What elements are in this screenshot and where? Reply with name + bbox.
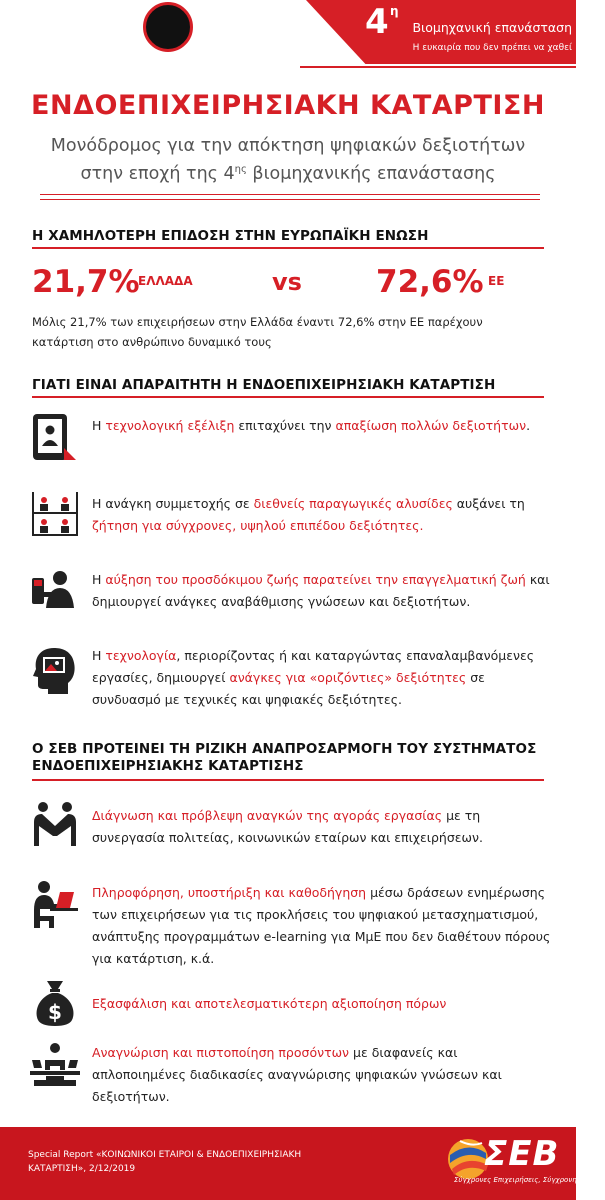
- decorative-circle: [143, 2, 193, 52]
- proposal-item-1: [92, 805, 552, 849]
- subtitle-line-1: Μονόδρομος για την απόκτηση ψηφιακών δεξιοτήτων: [50, 136, 526, 156]
- highlight-text: απαξίωση πολλών δεξιοτήτων: [335, 418, 527, 433]
- body-text: αυξάνει τη: [452, 496, 525, 511]
- brand-title: Βιομηχανική επανάσταση: [412, 20, 572, 35]
- section-rule: [32, 396, 544, 398]
- section-heading-performance: Η ΧΑΜΗΛΟΤΕΡΗ ΕΠΙΔΟΣΗ ΣΤΗΝ ΕΥΡΩΠΑΪΚΗ ΕΝΩΣΗ: [32, 228, 429, 244]
- footer-report: Special Report «ΚΟΙΝΩΝΙΚΟΙ ΕΤΑΙΡΟΙ & ΕΝΔΟΕΠΙΧΕΙΡΗΣΙΑΚΗ ΚΑΤΑΡΤΙΣΗ», 2/12/2019: [28, 1150, 302, 1174]
- eu-label: ΕΕ: [488, 274, 505, 288]
- seb-tagline: Σύγχρονες Επιχειρήσεις, Σύγχρονη Ελλάδα: [454, 1176, 605, 1184]
- section-heading-line-1: Ο ΣΕΒ ΠΡΟΤΕΙΝΕΙ ΤΗ ΡΙΖΙΚΗ ΑΝΑΠΡΟΣΑΡΜΟΓΗ ΤΟΥ ΣΥΣΤΗΜΑΤΟΣ: [32, 741, 537, 757]
- proposal-item-4: [92, 1042, 552, 1108]
- laptop-user-icon: [30, 880, 80, 930]
- highlight-text: Πληροφόρηση, υποστήριξη και καθοδήγηση: [92, 885, 367, 900]
- highlight-text: τεχνολογία: [105, 648, 177, 663]
- divider: [40, 194, 540, 195]
- highlight-text: τεχνολογική εξέλιξη: [105, 418, 235, 433]
- seb-logo-text: ΣΕΒ: [484, 1134, 560, 1174]
- subtitle-line-2-end: βιομηχανικής επανάστασης: [246, 163, 496, 184]
- eu-value: 72,6%: [376, 264, 484, 300]
- highlight-text: Διάγνωση και πρόβλεψη αναγκών της αγοράς εργασίας: [92, 808, 443, 823]
- body-text: .: [526, 418, 531, 433]
- tablet-user-icon: [30, 412, 80, 462]
- page-subtitle: [0, 134, 576, 186]
- reason-item-1: [92, 415, 552, 437]
- highlight-text: Αναγνώριση και πιστοποίηση προσόντων: [92, 1045, 350, 1060]
- page-title: ΕΝΔΟΕΠΙΧΕΙΡΗΣΙΑΚΗ ΚΑΤΑΡΤΙΣΗ: [31, 90, 545, 121]
- brand-ribbon-underline: [300, 66, 576, 68]
- proposal-item-2: [92, 882, 552, 970]
- highlight-text: Εξασφάλιση και αποτελεσματικότερη αξιοποίηση πόρων: [92, 996, 447, 1011]
- body-text: με τη συνεργασία πολιτείας, κοινωνικών εταίρων και επιχειρήσεων.: [92, 808, 483, 845]
- global-workstations-icon: [30, 490, 80, 540]
- body-text: με διαφανείς και απλοποιημένες διαδικασίες αναγνώρισης ψηφιακών γνώσεων και δεξιοτήτων.: [92, 1045, 502, 1104]
- reason-item-2: [92, 493, 552, 537]
- body-text: , περιορίζοντας ή και καταργώντας επαναλαμβανόμενες εργασίες, δημιουργεί: [92, 648, 535, 685]
- reason-item-4: [92, 645, 552, 711]
- body-text: και δημιουργεί ανάγκες αναβάθμισης γνώσεων και δεξιοτήτων.: [92, 572, 550, 609]
- divider: [40, 199, 540, 200]
- body-text: σε συνδυασμό με τεχνικές και ψηφιακές δεξιότητες.: [92, 670, 485, 707]
- section-heading-why: ΓΙΑΤΙ ΕΙΝΑΙ ΑΠΑΡΑΙΤΗΤΗ Η ΕΝΔΟΕΠΙΧΕΙΡΗΣΙΑΚΗ ΚΑΤΑΡΤΙΣΗ: [32, 377, 496, 393]
- section-rule: [32, 779, 544, 781]
- body-text: Η ανάγκη συμμετοχής σε: [92, 496, 254, 511]
- greece-value: 21,7%: [32, 264, 140, 300]
- brand-tagline: Η ευκαιρία που δεν πρέπει να χαθεί: [412, 43, 572, 53]
- brand-superscript: η: [390, 4, 399, 18]
- award-podium-icon: [30, 1040, 80, 1090]
- body-text: Η: [92, 418, 106, 433]
- highlight-text: ζήτηση για σύγχρονες, υψηλού επιπέδου δεξιότητες.: [92, 518, 424, 533]
- body-text: μέσω δράσεων ενημέρωσης των επιχειρήσεων για τις προκλήσεις του ψηφιακού μετασχηματισμού, ανάπτυξης προγραμμάτων e-learning για ΜμΕ που δεν διαθέτουν πόρους για κατάρτιση, κ.ά.: [92, 885, 551, 966]
- body-text: επιταχύνει την: [234, 418, 336, 433]
- vs-label: vs: [272, 268, 302, 296]
- brand-number: 4: [365, 2, 389, 42]
- reason-item-3: [92, 569, 552, 613]
- greece-label: ΕΛΛΑΔΑ: [138, 274, 193, 288]
- top-banner: [0, 0, 576, 90]
- subtitle-line-2-start: στην εποχή της 4: [80, 163, 235, 184]
- highlight-text: αύξηση του προσδόκιμου ζωής παρατείνει την επαγγελματική ζωή: [105, 572, 526, 587]
- head-screen-icon: [30, 645, 80, 695]
- proposal-item-3: [92, 993, 552, 1015]
- body-text: Η: [92, 572, 106, 587]
- highlight-text: διεθνείς παραγωγικές αλυσίδες: [253, 496, 453, 511]
- cooperation-icon: [30, 800, 80, 850]
- section-rule: [32, 247, 544, 249]
- body-text: Η: [92, 648, 106, 663]
- svg-text:$: $: [48, 1000, 62, 1024]
- reading-person-icon: [30, 566, 80, 616]
- money-bag-icon: [30, 978, 80, 1028]
- section-heading-line-2: ΕΝΔΟΕΠΙΧΕΙΡΗΣΙΑΚΗΣ ΚΑΤΑΡΤΙΣΗΣ: [32, 758, 304, 774]
- section-heading-proposals: [32, 741, 552, 775]
- subtitle-superscript: ης: [234, 164, 247, 175]
- subtitle-line-2: [0, 158, 576, 186]
- stat-description: Μόλις 21,7% των επιχειρήσεων στην Ελλάδα έναντι 72,6% στην ΕΕ παρέχουν κατάρτιση στο ανθρώπινο δυναμικό τους: [32, 315, 483, 349]
- highlight-text: ανάγκες για «οριζόντιες» δεξιότητες: [229, 670, 467, 685]
